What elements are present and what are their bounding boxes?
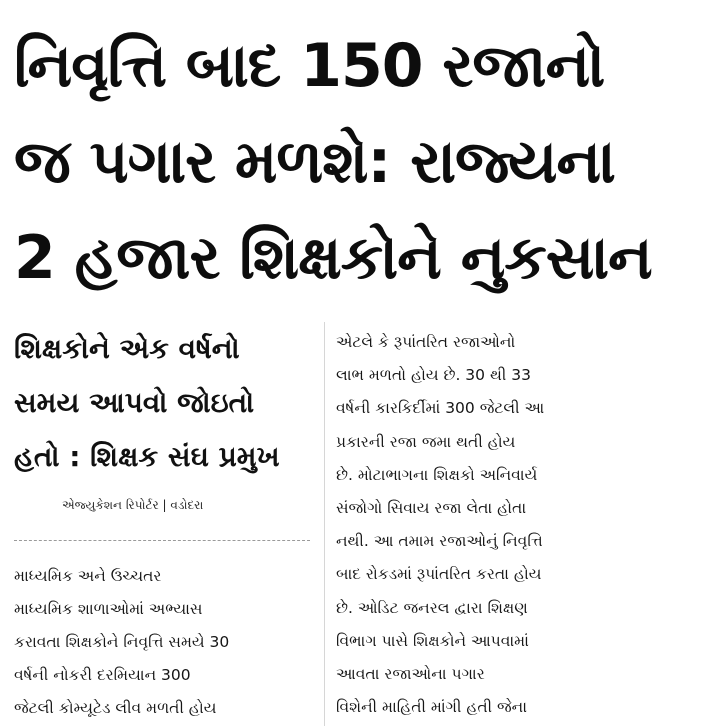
body-line: જેટલી કોમ્યૂટેડ લીવ મળતી હોય xyxy=(14,699,217,717)
divider xyxy=(14,540,310,541)
subheadline-block xyxy=(14,322,314,513)
article-body-right xyxy=(336,326,632,724)
byline: એજ્યુકેશન રિપોર્ટર | વડોદરા xyxy=(62,498,204,512)
headline-line: 2 હજાર શિક્ષકોને નુકસાન xyxy=(14,223,652,293)
headline-line: જ પગાર મળશે: રાજ્યના xyxy=(14,127,615,197)
body-line: છે. મોટાભાગના શિક્ષકો અનિવાર્ય xyxy=(336,465,538,484)
body-line: સંજોગો સિવાય રજા લેતા હોતા xyxy=(336,499,527,518)
body-line: બાદ રોકડમાં રૂપાંતરિત કરતા હોય xyxy=(336,565,542,584)
body-line: પ્રકારની રજા જમા થતી હોય xyxy=(336,432,516,451)
column-divider xyxy=(324,322,325,726)
subheadline-line: શિક્ષકોને એક વર્ષનો xyxy=(14,332,240,365)
article-body-left xyxy=(14,560,314,725)
body-line: વિશેની માહિતી માંગી હતી જેના xyxy=(336,698,527,717)
body-line: છે. ઓડિટ જનરલ દ્વારા શિક્ષણ xyxy=(336,598,528,617)
body-line: વર્ષની કારકિર્દીમાં 300 જેટલી આ xyxy=(336,399,545,418)
body-line: માધ્યમિક શાળાઓમાં અભ્યાસ xyxy=(14,600,203,618)
subheadline-line: હતો : શિક્ષક સંઘ પ્રમુખ xyxy=(14,440,280,473)
subheadline xyxy=(14,322,314,484)
headline xyxy=(14,18,694,306)
body-line: વિભાગ પાસે શિક્ષકોને આપવામાં xyxy=(336,631,529,650)
body-line: એટલે કે રૂપાંતરિત રજાઓનો xyxy=(336,333,516,351)
body-line: કરાવતા શિક્ષકોને નિવૃત્તિ સમયે 30 xyxy=(14,633,230,651)
body-line: નથી. આ તમામ રજાઓનું નિવૃત્તિ xyxy=(336,532,543,551)
subheadline-line: સમય આપવો જોઇતો xyxy=(14,386,255,419)
body-line: વર્ષની નોકરી દરમિયાન 300 xyxy=(14,666,191,684)
body-line: આવતા રજાઓના પગાર xyxy=(336,665,485,684)
body-line: માધ્યમિક અને ઉચ્ચતર xyxy=(14,567,162,585)
body-line: લાભ મળતો હોય છે. 30 થી 33 xyxy=(336,366,531,385)
headline-line: નિવૃત્તિ બાદ 150 રજાનો xyxy=(14,31,605,101)
